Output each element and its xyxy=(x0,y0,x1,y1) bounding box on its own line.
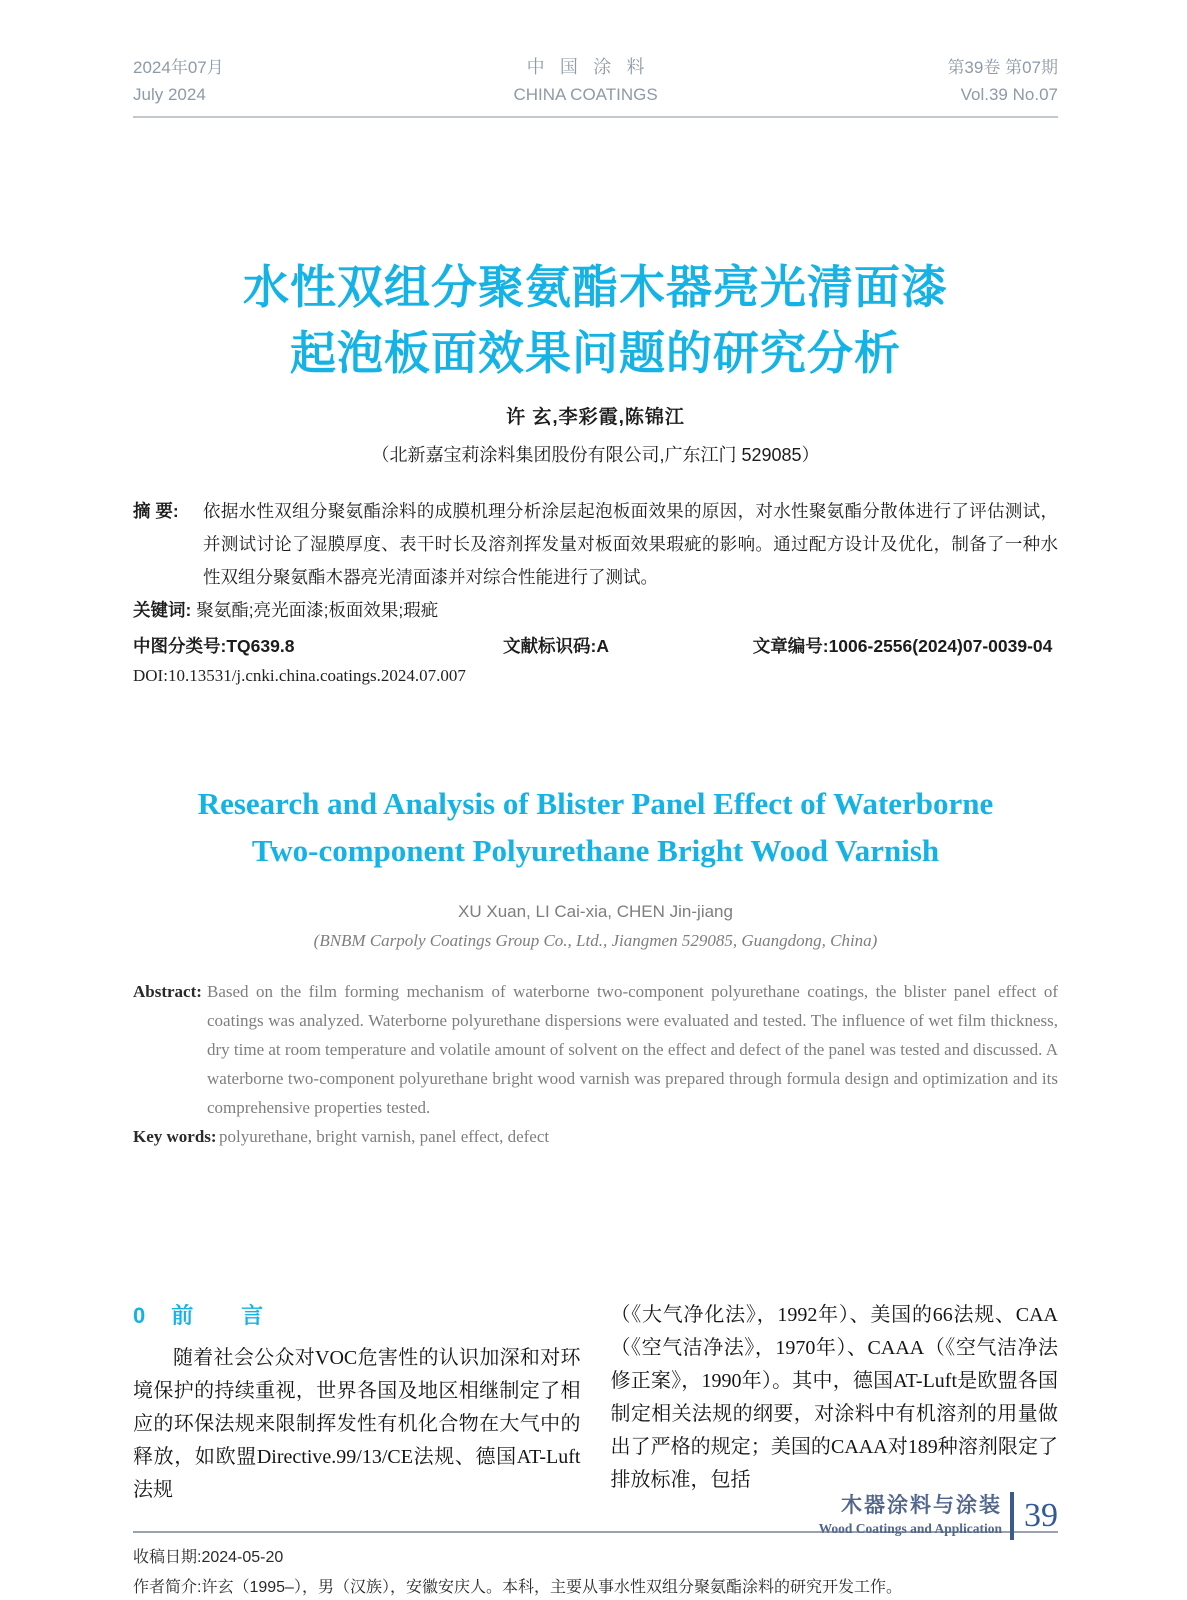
body-columns xyxy=(133,1299,1058,1507)
article-title-zh-line1: 水性双组分聚氨酯木器亮光清面漆 xyxy=(243,261,948,313)
article-title-zh-line2: 起泡板面效果问题的研究分析 xyxy=(290,327,901,379)
page-header xyxy=(133,0,1058,108)
classification-row xyxy=(133,630,1058,662)
abstract-zh-label: 摘 要: xyxy=(133,501,179,521)
abstract-zh-text: 依据水性双组分聚氨酯涂料的成膜机理分析涂层起泡板面效果的原因，对水性聚氨酯分散体进行了评估测试，并测试讨论了湿膜厚度、表干时长及溶剂挥发量对板面效果瑕疵的影响。通过配方设计及优化，制备了一种水性双组分聚氨酯木器亮光清面漆并对综合性能进行了测试。 xyxy=(203,501,1058,587)
keywords-en-text: polyurethane, bright varnish, panel effect, defect xyxy=(219,1127,550,1146)
keywords-zh-text: 聚氨酯;亮光面漆;板面效果;瑕疵 xyxy=(196,600,439,620)
affiliation-zh: （北新嘉宝莉涂料集团股份有限公司,广东江门 529085） xyxy=(371,445,820,465)
header-divider xyxy=(133,116,1058,118)
authors-en: XU Xuan, LI Cai-xia, CHEN Jin-jiang xyxy=(458,902,733,921)
journal-name-en: CHINA COATINGS xyxy=(513,85,658,104)
footnote xyxy=(133,1543,1058,1600)
doi: DOI:10.13531/j.cnki.china.coatings.2024.07.007 xyxy=(133,666,466,685)
column-brand xyxy=(819,1494,1002,1538)
abstract-zh xyxy=(133,495,1058,594)
column-brand-en: Wood Coatings and Application xyxy=(818,1521,1002,1536)
article-title-zh xyxy=(133,254,1058,386)
issue-en: Vol.39 No.07 xyxy=(960,85,1058,104)
body-column-right xyxy=(611,1299,1059,1507)
keywords-en xyxy=(133,1122,1058,1151)
issue-zh: 第39卷 第07期 xyxy=(947,58,1058,77)
header-date-en: July 2024 xyxy=(133,85,206,104)
section-number: 0 xyxy=(133,1303,146,1328)
affiliation-en: (BNBM Carpoly Coatings Group Co., Ltd., Jiangmen 529085, Guangdong, China) xyxy=(313,931,878,950)
article-id: 文章编号:1006-2556(2024)07-0039-04 xyxy=(752,636,1053,656)
column-brand-footer xyxy=(819,1492,1058,1540)
keywords-zh-label: 关键词: xyxy=(133,600,192,620)
page-number: 39 xyxy=(1024,1497,1058,1534)
abstract-en-label: Abstract: xyxy=(133,982,202,1001)
brand-divider-bar xyxy=(1010,1492,1014,1540)
section-title: 前 言 xyxy=(171,1303,285,1328)
received-date: 收稿日期:2024-05-20 xyxy=(133,1549,284,1566)
document-code: 文献标识码:A xyxy=(503,636,609,656)
abstract-en xyxy=(133,977,1058,1122)
intro-paragraph-left: 随着社会公众对VOC危害性的认识加深和对环境保护的持续重视，世界各国及地区相继制定了相应的环保法规来限制挥发性有机化合物在大气中的释放，如欧盟Directive.99/13/CE法规、德国AT-Luft法规 xyxy=(133,1347,581,1501)
column-brand-zh: 木器涂料与涂装 xyxy=(841,1494,1002,1517)
journal-name-zh: 中国涂料 xyxy=(526,57,660,77)
authors-zh: 许 玄,李彩霞,陈锦江 xyxy=(506,407,685,428)
article-title-en-line1: Research and Analysis of Blister Panel Effect of Waterborne xyxy=(197,786,994,821)
header-date-zh: 2024年07月 xyxy=(133,58,224,77)
article-title-en xyxy=(133,780,1058,874)
clc-number: 中图分类号:TQ639.8 xyxy=(133,636,295,656)
section-heading-intro xyxy=(133,1299,581,1330)
keywords-zh xyxy=(133,594,1058,627)
header-journal xyxy=(513,54,660,108)
header-date xyxy=(133,54,224,108)
intro-paragraph-right: （《大气净化法》，1992年）、美国的66法规、CAA（《空气洁净法》，1970年）、CAAA（《空气洁净法修正案》，1990年）。其中，德国AT-Luft是欧盟各国制定相关法规的纲要，对涂料中有机溶剂的用量做出了严格的规定；美国的CAAA对189种溶剂限定了排放标准，包括 xyxy=(610,1304,1058,1491)
author-bio: 作者简介:许玄（1995–），男（汉族），安徽安庆人。本科，主要从事水性双组分聚氨酯涂料的研究开发工作。 xyxy=(133,1579,902,1596)
body-column-left xyxy=(133,1299,581,1507)
article-title-en-line2: Two-component Polyurethane Bright Wood Varnish xyxy=(251,833,940,868)
keywords-en-label: Key words: xyxy=(133,1127,217,1146)
header-issue xyxy=(947,54,1058,108)
abstract-en-text: Based on the film forming mechanism of waterborne two-component polyurethane coatings, the blister panel effect of coatings was analyzed. Waterborne polyurethane dispersions were evaluated and tested. The influence of wet film thickness, dry time at room temperature and volatile amount of solvent on the effect and defect of the panel was tested and discussed. A waterborne two-component polyurethane bright wood varnish was prepared through formula design and optimization and its comprehensive properties tested. xyxy=(207,982,1058,1117)
